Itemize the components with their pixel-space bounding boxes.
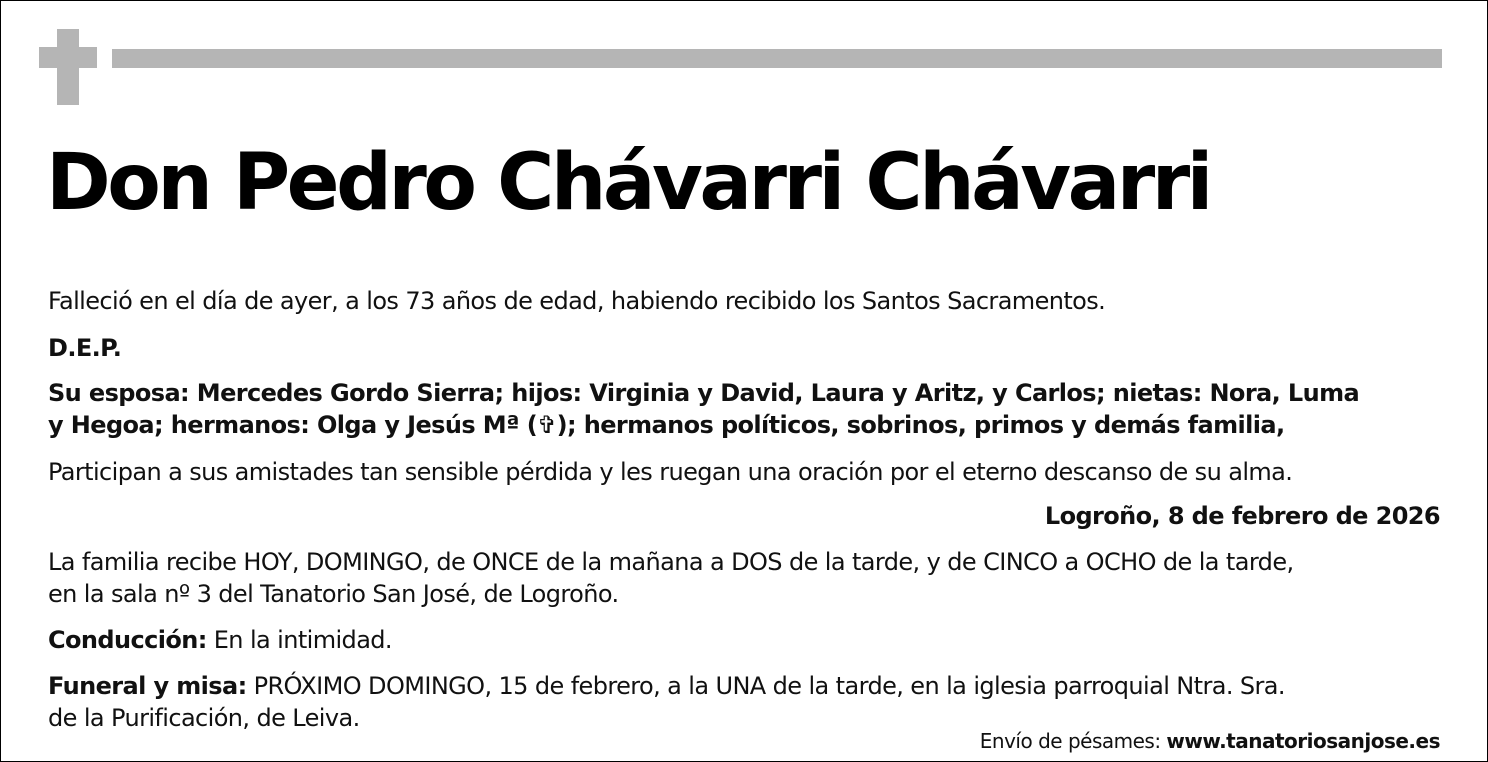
funeral-line-2: de la Purificación, de Leiva. [48,704,360,732]
family-line-1: Su esposa: Mercedes Gordo Sierra; hijos: Virginia y David, Laura y Aritz, y Carlos; nietas: Nora, Luma [48,379,1360,407]
visitation-line-2: en la sala nº 3 del Tanatorio San José, de Logroño. [48,580,619,608]
condolences-line [980,727,1440,755]
cross-icon [39,29,97,105]
header-rule [112,49,1442,68]
place-date: Logroño, 8 de febrero de 2026 [1044,502,1440,530]
participation-text: Participan a sus amistades tan sensible pérdida y les ruegan una oración por el eterno descanso de su alma. [48,458,1293,486]
condolences-link[interactable]: www.tanatoriosanjose.es [1166,729,1440,753]
visitation-line-1: La familia recibe HOY, DOMINGO, de ONCE de la mañana a DOS de la tarde, y de CINCO a OCHO de la tarde, [48,548,1294,576]
dep-text: D.E.P. [48,334,122,362]
funeral-line-1 [48,670,1285,702]
condolences-label: Envío de pésames: [979,729,1167,753]
funeral-label: Funeral y misa: [48,672,247,700]
conduction-value: En la intimidad. [206,626,392,654]
conduction-label: Conducción: [48,626,207,654]
intro-text: Falleció en el día de ayer, a los 73 años de edad, habiendo recibido los Santos Sacramentos. [48,287,1106,315]
conduction-text [48,624,392,656]
deceased-name: Don Pedro Chávarri Chávarri [46,138,1210,228]
funeral-value-1: PRÓXIMO DOMINGO, 15 de febrero, a la UNA de la tarde, en la iglesia parroquial Ntra. Sra. [246,672,1285,700]
family-line-2: y Hegoa; hermanos: Olga y Jesús Mª (✞); hermanos políticos, sobrinos, primos y demás familia, [48,411,1285,439]
